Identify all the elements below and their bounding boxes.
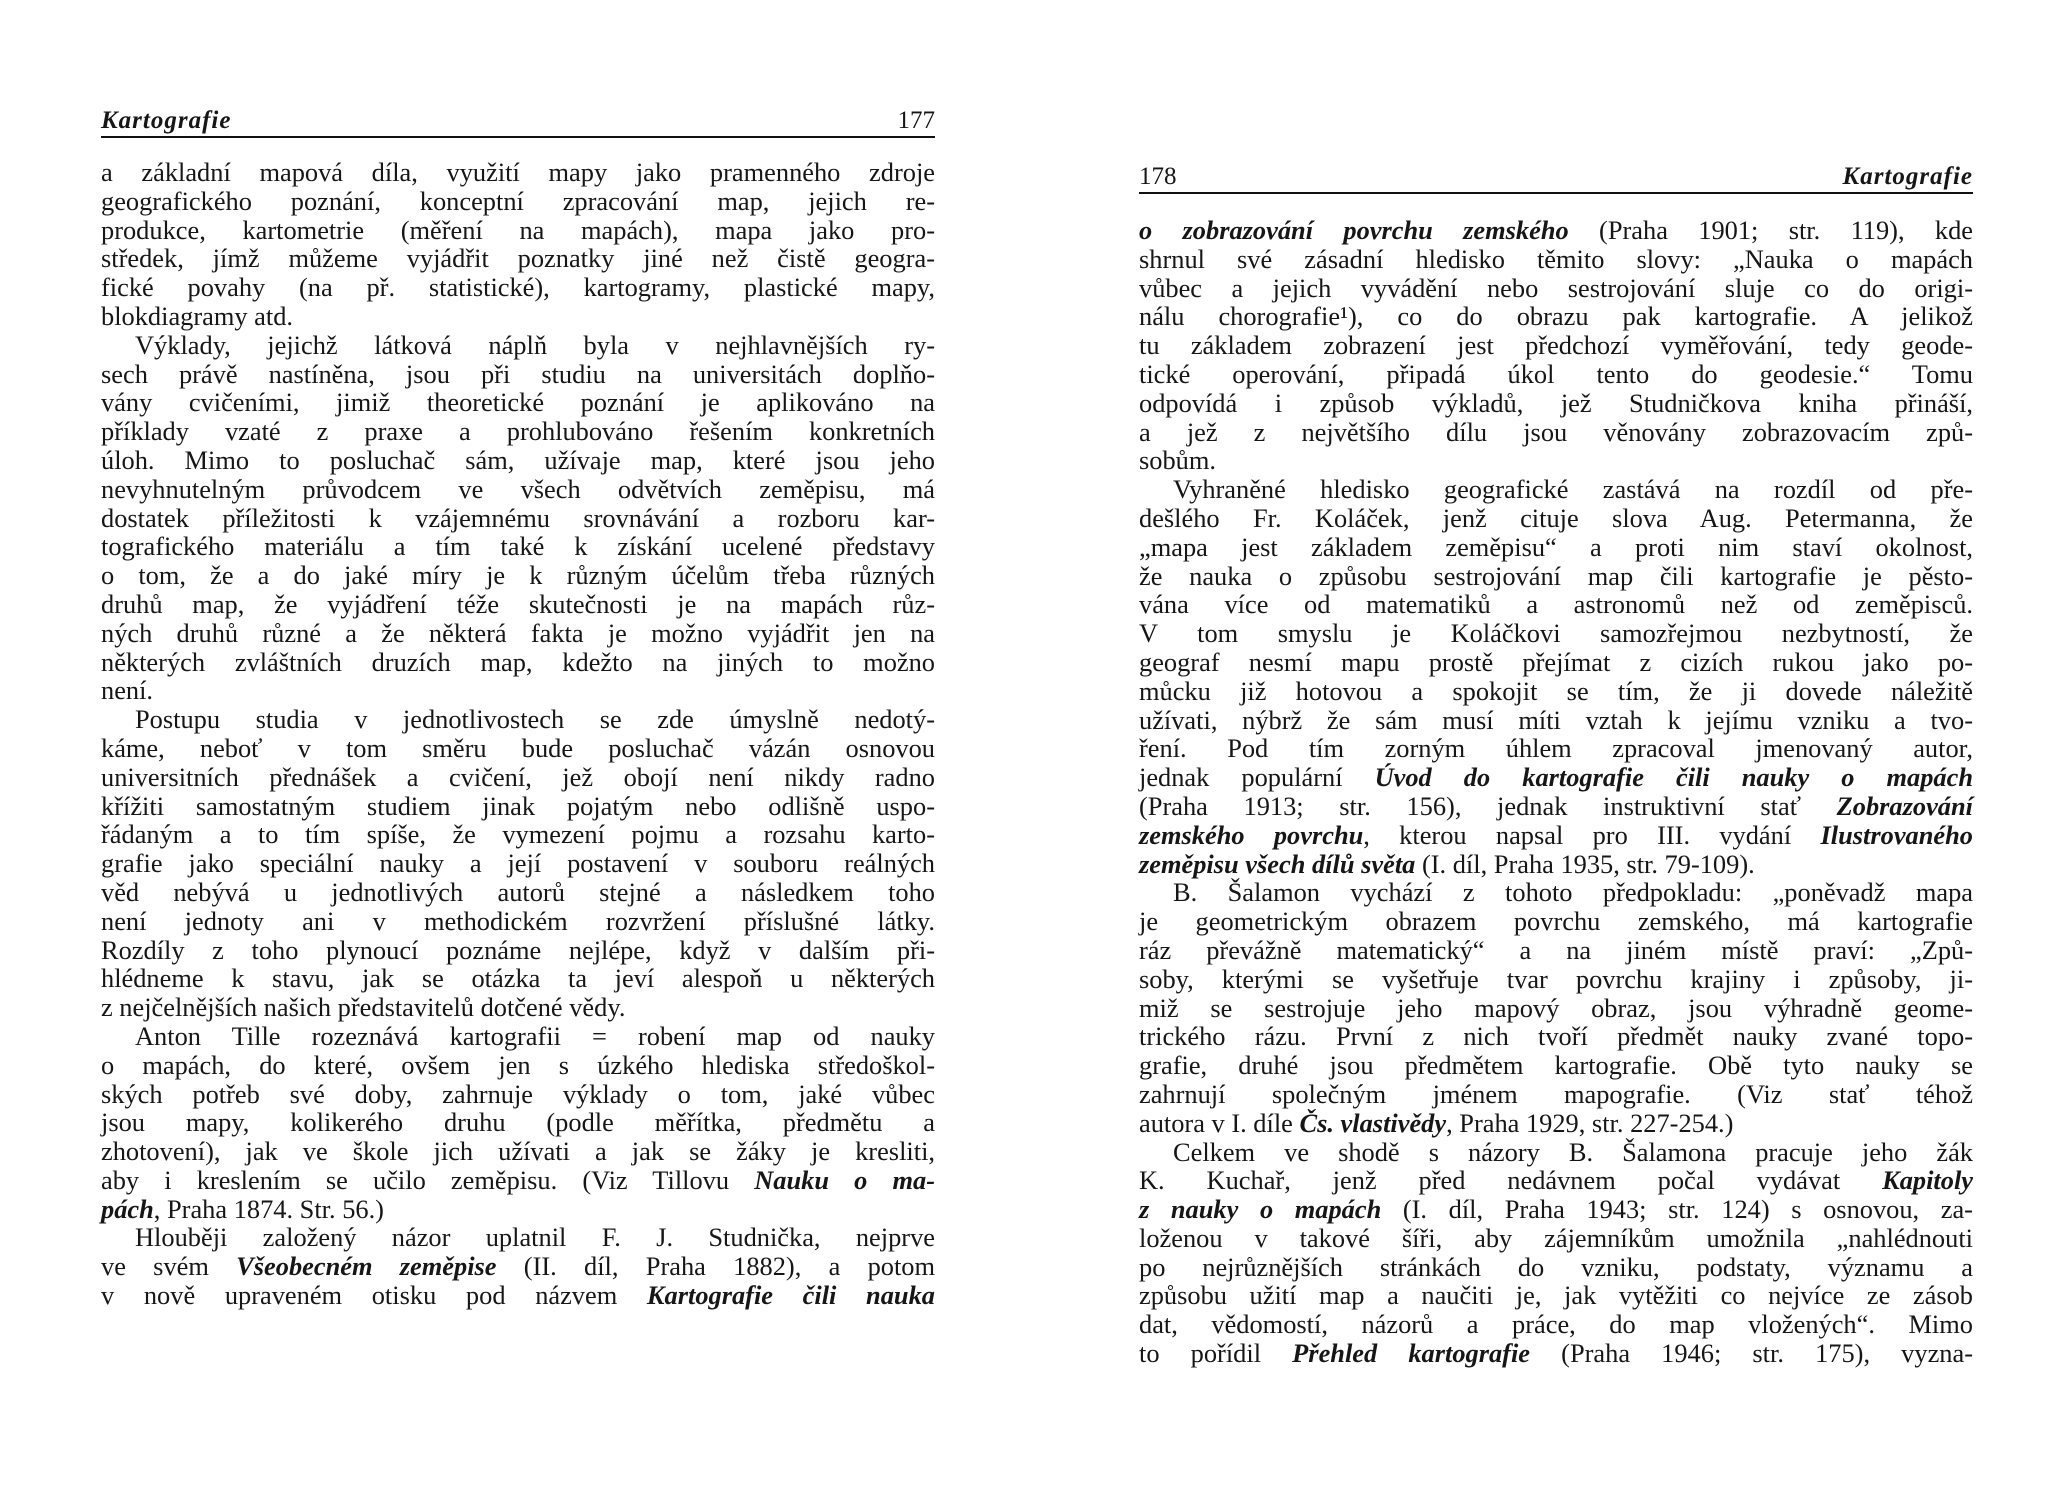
text-line: blokdiagramy atd. — [101, 300, 294, 331]
text-line: grafie jako speciální nauky a její postavení v souboru reálných — [101, 848, 935, 879]
text-line: hlédneme k stavu, jak se otázka ta jeví alespoň u některých — [101, 963, 935, 994]
text-line: a základní mapová díla, využití mapy jako pramenného zdroje — [101, 157, 935, 187]
running-head: Kartografie — [101, 107, 232, 134]
text-line: o zobrazování povrchu zemského (Praha 1901; str. 119), kde — [1139, 215, 1973, 245]
text-line: nálu chorografie¹), co do obrazu pak kartografie. A jelikož — [1139, 301, 1973, 332]
text-line: ření. Pod tím zorným úhlem zpracoval jmenovaný autor, — [1139, 733, 1973, 764]
text-line: dat, vědomostí, názorů a práce, do map vložených“. Mimo — [1139, 1309, 1973, 1340]
text-line: miž se sestrojuje jeho mapový obraz, jsou výhradně geome- — [1139, 992, 1973, 1023]
text-line: Postupu studia v jednotlivostech se zde úmyslně nedotý- — [135, 704, 935, 735]
text-line: aby i kreslením se učilo zeměpisu. (Viz Tillovu Nauku o ma- — [101, 1164, 935, 1195]
text-line: geografického poznání, konceptní zpracování map, jejich re- — [101, 185, 935, 216]
text-line: „mapa jest základem zeměpisu“ a proti nim staví okolnost, — [1139, 531, 1973, 562]
text-line: Rozdíly z toho plynoucí poznáme nejlépe, když v dalším při- — [101, 934, 935, 965]
book-title: pách — [101, 1193, 154, 1224]
book-title: Kartografie čili nauka — [646, 1280, 936, 1311]
text-line: z nauky o mapách (I. díl, Praha 1943; str. 124) s osnovou, za- — [1139, 1194, 1973, 1225]
text-line: trického rázu. První z nich tvoří předmět nauky zvané topo- — [1139, 1021, 1973, 1052]
book-title: Úvod do kartografie čili nauky o mapách — [1374, 762, 1973, 793]
text-line: ráz převážně matematický“ a na jiném místě praví: „Způ- — [1139, 934, 1973, 965]
book-title: Přehled kartografie — [1292, 1338, 1531, 1369]
book-title: zeměpisu všech dílů světa — [1139, 848, 1416, 879]
page-number: 178 — [1139, 163, 1177, 190]
text-line: autora v I. díle Čs. vlastivědy, Praha 1929, str. 227-254.) — [1139, 1107, 1734, 1138]
text-line: zhotovení), jak ve škole jich užívati a jak se žáky je kresliti, — [101, 1136, 935, 1167]
text-line: můcku již hotovou a spokojit se tím, že ji dovede náležitě — [1139, 675, 1973, 706]
text-line: některých zvláštních druzích map, kdežto na jiných to možno — [101, 646, 935, 677]
book-title: Ilustrovaného — [1820, 819, 1973, 850]
text-line: odpovídá i způsob výkladů, jež Studničkova kniha přináší, — [1139, 387, 1973, 418]
text-line: zahrnují společným jménem mapografie. (Viz stať téhož — [1139, 1078, 1973, 1109]
text-line: zemského povrchu, kterou napsal pro III. vydání Ilustrovaného — [1139, 819, 1973, 850]
text-line: nevyhnutelným průvodcem ve všech odvětvích zeměpisu, má — [101, 473, 935, 504]
text-line: B. Šalamon vychází z tohoto předpokladu: „poněvadž mapa — [1173, 877, 1973, 908]
text-line: druhů map, že vyjádření téže skutečnosti je na mapách růz- — [101, 588, 935, 619]
text-line: káme, neboť v tom směru bude posluchač vázán osnovou — [101, 732, 935, 763]
left-page-body — [101, 158, 935, 1310]
left-page-header — [101, 100, 935, 138]
text-line: vána více od matematiků a astronomů než od zeměpisců. — [1139, 589, 1973, 620]
book-title: zemského povrchu — [1139, 819, 1364, 850]
text-line: užívati, nýbrž že sám musí míti vztah k jejímu vzniku a tvo- — [1139, 704, 1973, 735]
text-line: křížiti samostatným studiem jinak pojatým nebo odlišně uspo- — [101, 790, 935, 821]
text-line: universitních přednášek a cvičení, jež obojí není nikdy radno — [101, 761, 935, 792]
text-line: Anton Tille rozeznává kartografii = robení map od nauky — [135, 1020, 935, 1051]
text-line: ve svém Všeobecném zeměpise (II. díl, Praha 1882), a potom — [101, 1251, 936, 1282]
text-line: Výklady, jejichž látková náplň byla v nejhlavnějších ry- — [135, 329, 935, 360]
text-line: středek, jímž můžeme vyjádřit poznatky jiné než čistě geogra- — [101, 243, 935, 274]
book-title: Nauku o ma- — [754, 1164, 935, 1195]
text-line: to pořídil Přehled kartografie (Praha 1946; str. 175), vyzna- — [1139, 1338, 1973, 1369]
book-title: z nauky o mapách — [1139, 1194, 1382, 1225]
text-line: ných druhů různé a že některá fakta je možno vyjádřit jen na — [101, 617, 935, 648]
text-line: o mapách, do které, ovšem jen s úzkého hlediska středoškol- — [101, 1049, 935, 1080]
text-line: z nejčelnějších našich představitelů dotčené vědy. — [101, 992, 626, 1023]
text-line: Hlouběji založený názor uplatnil F. J. Studnička, nejprve — [135, 1222, 935, 1253]
text-line: že nauka o způsobu sestrojování map čili kartografie je pěsto- — [1139, 560, 1973, 591]
text-line: není. — [101, 675, 154, 706]
text-line: způsobu užití map a naučiti je, jak vytěžiti co nejvíce ze zásob — [1139, 1280, 1973, 1311]
text-line: jsou mapy, kolikerého druhu (podle měřítka, předmětu a — [101, 1107, 935, 1138]
book-title: Kapitoly — [1882, 1165, 1973, 1196]
text-line: K. Kuchař, jenž před nedávnem počal vydávat Kapitoly — [1139, 1165, 1973, 1196]
text-line: fické povahy (na př. statistické), kartogramy, plastické mapy, — [101, 272, 935, 303]
text-line: jednak populární Úvod do kartografie čili nauky o mapách — [1139, 762, 1973, 793]
text-line: řádaným a to tím spíše, že vymezení pojmu a rozsahu karto- — [101, 819, 935, 850]
right-page — [1139, 0, 1973, 1500]
text-line: Celkem ve shodě s názory B. Šalamona pracuje jeho žák — [1173, 1136, 1973, 1167]
text-line: úloh. Mimo to posluchač sám, užívaje map, které jsou jeho — [101, 444, 935, 475]
text-line: vány cvičeními, jimiž theoretické poznání je aplikováno na — [101, 387, 935, 418]
text-line: pách, Praha 1874. Str. 56.) — [101, 1193, 384, 1224]
text-line: a jež z největšího dílu jsou věnovány zobrazovacím způ- — [1139, 416, 1973, 447]
text-line: Vyhraněné hledisko geografické zastává na rozdíl od pře- — [1173, 474, 1973, 505]
text-line: vůbec a jejich vyvádění nebo sestrojování sluje co do origi- — [1139, 272, 1973, 303]
right-page-header — [1139, 156, 1973, 194]
running-head: Kartografie — [1842, 163, 1973, 190]
text-line: tické operování, připadá úkol tento do geodesie.“ Tomu — [1139, 358, 1973, 389]
page-number: 177 — [897, 107, 935, 134]
text-line: zeměpisu všech dílů světa (I. díl, Praha 1935, str. 79-109). — [1139, 848, 1755, 879]
text-line: grafie, druhé jsou předmětem kartografie. Obě tyto nauky se — [1139, 1050, 1973, 1081]
text-line: dešlého Fr. Koláček, jenž cituje slova Aug. Petermanna, že — [1139, 502, 1973, 533]
text-line: tu základem zobrazení jest předchozí vyměřování, tedy geode- — [1139, 330, 1973, 361]
text-line: není jednoty ani v methodickém rozvržení příslušné látky. — [101, 905, 935, 936]
text-line: V tom smyslu je Koláčkovi samozřejmou nezbytností, že — [1139, 618, 1973, 649]
text-line: soby, kterými se vyšetřuje tvar povrchu krajiny i způsoby, ji- — [1139, 963, 1973, 994]
text-line: ských potřeb své doby, zahrnuje výklady o tom, jaké vůbec — [101, 1078, 935, 1109]
text-line: produkce, kartometrie (měření na mapách), mapa jako pro- — [101, 214, 935, 245]
text-line: sech právě nastíněna, jsou při studiu na universitách doplňo- — [101, 358, 935, 389]
text-line: o tom, že a do jaké míry je k různým účelům třeba různých — [101, 560, 935, 591]
book-title: Zobrazování — [1836, 790, 1973, 821]
text-line: v nově upraveném otisku pod názvem Kartografie čili nauka — [101, 1280, 936, 1311]
book-title: Všeobecném zeměpise — [236, 1251, 497, 1282]
text-line: příklady vzaté z praxe a prohlubováno řešením konkretních — [101, 416, 935, 447]
text-line: věd nebývá u jednotlivých autorů stejné a následkem toho — [101, 876, 935, 907]
left-page — [101, 0, 935, 1500]
text-line: (Praha 1913; str. 156), jednak instruktivní stať Zobrazování — [1139, 790, 1973, 821]
text-line: loženou v takové šíři, aby zájemníkům umožnila „nahlédnouti — [1139, 1222, 1973, 1253]
right-page-body — [1139, 216, 1973, 1368]
book-title: o zobrazování povrchu zemského — [1139, 215, 1569, 245]
text-line: shrnul své zásadní hledisko těmito slovy: „Nauka o mapách — [1139, 243, 1973, 274]
book-title: Čs. vlastivědy — [1299, 1107, 1447, 1138]
text-line: po nejrůznějších stránkách do vzniku, podstaty, významu a — [1139, 1251, 1973, 1282]
text-line: sobům. — [1139, 445, 1216, 476]
text-line: je geometrickým obrazem povrchu zemského, má kartografie — [1139, 906, 1973, 937]
text-line: tografického materiálu a tím také k získání ucelené představy — [101, 531, 935, 562]
text-line: dostatek příležitosti k vzájemnému srovnávání a rozboru kar- — [101, 502, 935, 533]
text-line: geograf nesmí mapu prostě přejímat z cizích rukou jako po- — [1139, 646, 1973, 677]
